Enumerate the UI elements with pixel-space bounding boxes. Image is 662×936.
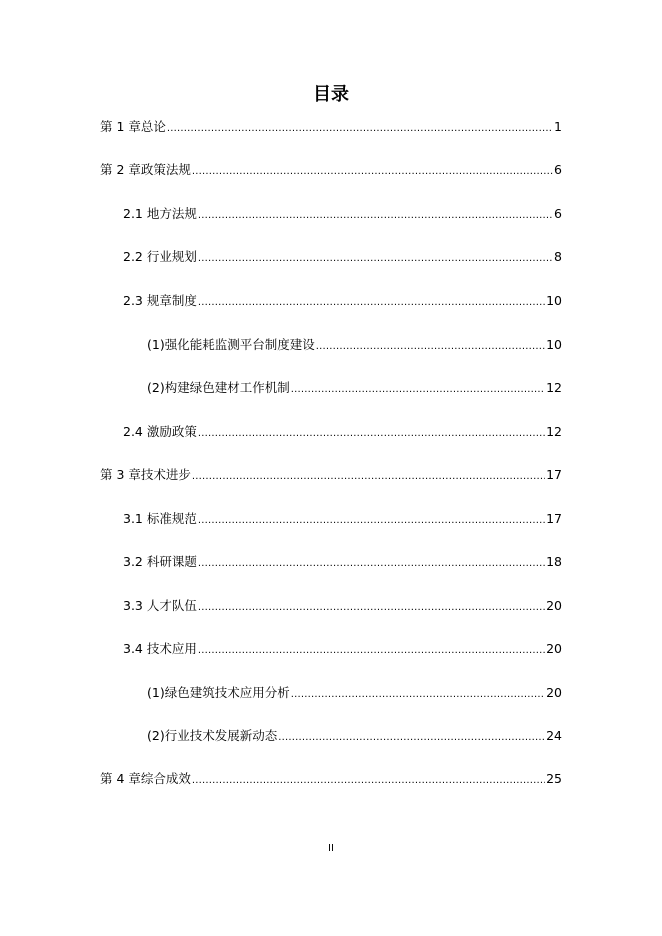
toc-entry-label: 2.3 规章制度 <box>123 293 197 308</box>
toc-entry-label: 第 1 章总论 <box>100 119 166 134</box>
toc-entry-page: 25 <box>546 771 562 786</box>
toc-entry[interactable] <box>147 378 562 398</box>
toc-leader-dots <box>198 641 545 661</box>
page-number: II <box>328 843 334 854</box>
toc-entry-page: 10 <box>546 337 562 352</box>
toc-entry[interactable] <box>100 117 562 137</box>
toc-entry-label: 第 3 章技术进步 <box>100 467 191 482</box>
toc-entry[interactable] <box>123 204 562 224</box>
toc-leader-dots <box>198 424 545 444</box>
toc-entry-label: 2.4 激励政策 <box>123 424 197 439</box>
toc-entry-page: 20 <box>546 685 562 700</box>
toc-entry-label: 3.4 技术应用 <box>123 641 197 656</box>
toc-entry-page: 17 <box>546 467 562 482</box>
toc-entry-label: 2.1 地方法规 <box>123 206 197 221</box>
toc-entry-page: 17 <box>546 511 562 526</box>
toc-entry-page: 20 <box>546 598 562 613</box>
toc-entry[interactable] <box>147 726 562 746</box>
toc-entry-label: (1)强化能耗监测平台制度建设 <box>147 337 315 352</box>
toc-entry-page: 12 <box>546 424 562 439</box>
toc-leader-dots <box>192 162 553 182</box>
toc-leader-dots <box>316 337 545 357</box>
toc-entry[interactable] <box>147 683 562 703</box>
toc-entry[interactable] <box>123 552 562 572</box>
toc-leader-dots <box>167 119 553 139</box>
toc-entry-page: 10 <box>546 293 562 308</box>
toc-leader-dots <box>198 293 545 313</box>
toc-leader-dots <box>192 467 545 487</box>
toc-leader-dots <box>198 249 553 269</box>
toc-entry[interactable] <box>147 335 562 355</box>
toc-entry-page: 18 <box>546 554 562 569</box>
toc-entry[interactable] <box>123 247 562 267</box>
toc-leader-dots <box>291 380 545 400</box>
toc-entry-page: 1 <box>554 119 562 134</box>
toc-entry-label: 3.3 人才队伍 <box>123 598 197 613</box>
toc-entry-page: 20 <box>546 641 562 656</box>
toc-leader-dots <box>198 511 545 531</box>
toc-entry-page: 24 <box>546 728 562 743</box>
toc-title: 目录 <box>313 84 349 105</box>
toc-entry[interactable] <box>123 422 562 442</box>
toc-entry[interactable] <box>123 639 562 659</box>
toc-leader-dots <box>291 685 545 705</box>
toc-leader-dots <box>198 598 545 618</box>
toc-entry-page: 6 <box>554 162 562 177</box>
toc-entry-page: 6 <box>554 206 562 221</box>
toc-leader-dots <box>278 728 545 748</box>
toc-leader-dots <box>198 554 545 574</box>
toc-entry[interactable] <box>100 465 562 485</box>
toc-entry[interactable] <box>123 596 562 616</box>
toc-entry-label: 2.2 行业规划 <box>123 249 197 264</box>
toc-entry[interactable] <box>100 160 562 180</box>
toc-entry[interactable] <box>100 769 562 789</box>
toc-entry-label: 第 4 章综合成效 <box>100 771 191 786</box>
toc-entry-label: (1)绿色建筑技术应用分析 <box>147 685 290 700</box>
toc-entry-label: (2)构建绿色建材工作机制 <box>147 380 290 395</box>
toc-entry-page: 12 <box>546 380 562 395</box>
toc-entry-label: 3.1 标准规范 <box>123 511 197 526</box>
toc-entry-page: 8 <box>554 249 562 264</box>
toc-entry-label: 3.2 科研课题 <box>123 554 197 569</box>
toc-leader-dots <box>192 771 545 791</box>
toc-entry-label: (2)行业技术发展新动态 <box>147 728 278 743</box>
toc-leader-dots <box>198 206 553 226</box>
toc-entry-label: 第 2 章政策法规 <box>100 162 191 177</box>
toc-entry[interactable] <box>123 509 562 529</box>
toc-entry[interactable] <box>123 291 562 311</box>
